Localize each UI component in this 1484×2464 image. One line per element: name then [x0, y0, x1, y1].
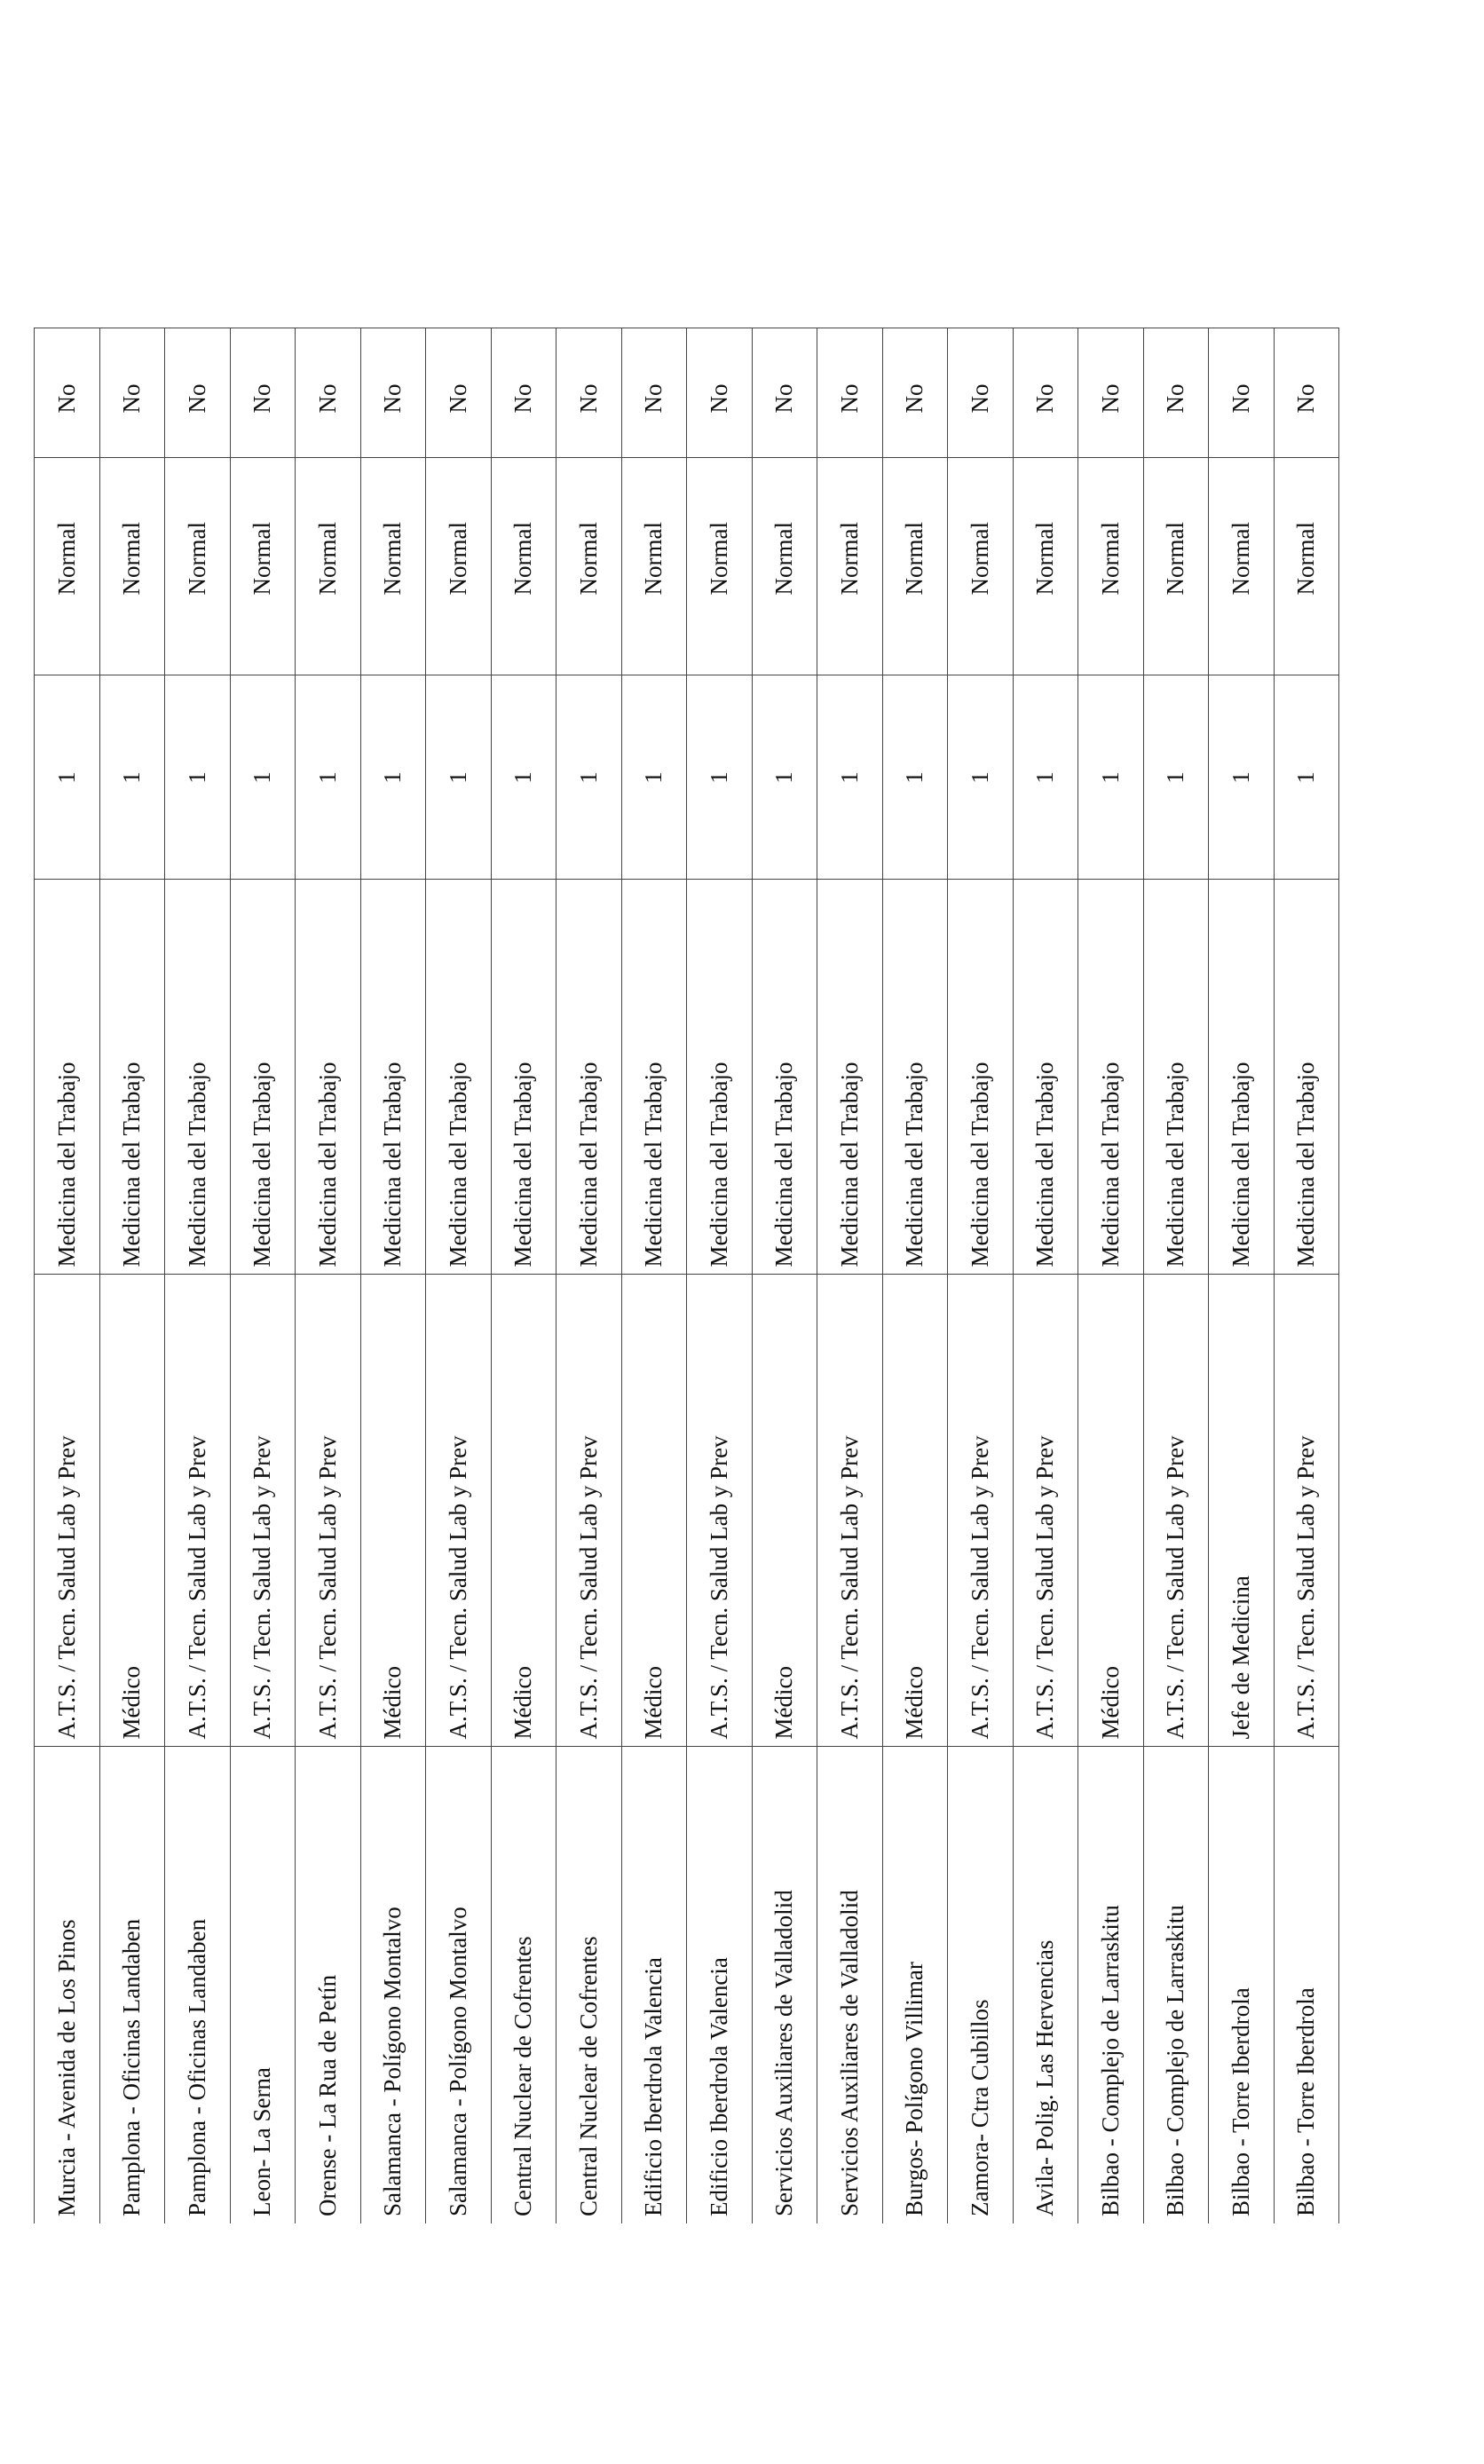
- department-cell: Medicina del Trabajo: [817, 880, 883, 1275]
- department-cell: Medicina del Trabajo: [360, 880, 426, 1275]
- flag-cell: No: [752, 328, 817, 458]
- department-cell: Medicina del Trabajo: [296, 880, 361, 1275]
- count-cell: 1: [426, 675, 492, 880]
- count-cell: 1: [882, 675, 948, 880]
- location-cell: Central Nuclear de Cofrentes: [556, 1747, 622, 2223]
- department-cell: Medicina del Trabajo: [491, 880, 556, 1275]
- location-cell: Zamora- Ctra Cubillos: [948, 1747, 1014, 2223]
- type-cell: Normal: [752, 458, 817, 675]
- table-row: [1078, 328, 1144, 2223]
- type-cell: Normal: [99, 458, 165, 675]
- department-cell: Medicina del Trabajo: [1013, 880, 1078, 1275]
- department-cell: Medicina del Trabajo: [99, 880, 165, 1275]
- department-cell: Medicina del Trabajo: [230, 880, 296, 1275]
- flag-cell: No: [882, 328, 948, 458]
- type-cell: Normal: [230, 458, 296, 675]
- count-cell: 1: [360, 675, 426, 880]
- flag-cell: No: [165, 328, 231, 458]
- position-cell: Médico: [360, 1275, 426, 1747]
- positions-table: [34, 328, 1339, 2224]
- table-row: [426, 328, 492, 2223]
- table-row: [35, 328, 100, 2223]
- department-cell: Medicina del Trabajo: [1209, 880, 1275, 1275]
- type-cell: Normal: [948, 458, 1014, 675]
- location-cell: Pamplona - Oficinas Landaben: [99, 1747, 165, 2223]
- flag-cell: No: [1143, 328, 1209, 458]
- table-row: [296, 328, 361, 2223]
- position-cell: Médico: [882, 1275, 948, 1747]
- location-cell: Central Nuclear de Cofrentes: [491, 1747, 556, 2223]
- table-row: [882, 328, 948, 2223]
- count-cell: 1: [1013, 675, 1078, 880]
- location-cell: Orense - La Rua de Petín: [296, 1747, 361, 2223]
- department-cell: Medicina del Trabajo: [1078, 880, 1144, 1275]
- position-cell: Médico: [99, 1275, 165, 1747]
- count-cell: 1: [296, 675, 361, 880]
- count-cell: 1: [752, 675, 817, 880]
- position-cell: Médico: [491, 1275, 556, 1747]
- positions-table-body: [35, 328, 1339, 2223]
- position-cell: A.T.S. / Tecn. Salud Lab y Prev: [817, 1275, 883, 1747]
- location-cell: Murcia - Avenida de Los Pinos: [35, 1747, 100, 2223]
- position-cell: A.T.S. / Tecn. Salud Lab y Prev: [1274, 1275, 1339, 1747]
- location-cell: Servicios Auxiliares de Valladolid: [817, 1747, 883, 2223]
- location-cell: Avila- Polig. Las Hervencias: [1013, 1747, 1078, 2223]
- type-cell: Normal: [360, 458, 426, 675]
- flag-cell: No: [1013, 328, 1078, 458]
- location-cell: Edificio Iberdrola Valencia: [621, 1747, 687, 2223]
- location-cell: Servicios Auxiliares de Valladolid: [752, 1747, 817, 2223]
- flag-cell: No: [426, 328, 492, 458]
- position-cell: A.T.S. / Tecn. Salud Lab y Prev: [1013, 1275, 1078, 1747]
- type-cell: Normal: [165, 458, 231, 675]
- table-row: [948, 328, 1014, 2223]
- department-cell: Medicina del Trabajo: [752, 880, 817, 1275]
- table-row: [817, 328, 883, 2223]
- flag-cell: No: [1274, 328, 1339, 458]
- department-cell: Medicina del Trabajo: [687, 880, 753, 1275]
- count-cell: 1: [1078, 675, 1144, 880]
- position-cell: A.T.S. / Tecn. Salud Lab y Prev: [35, 1275, 100, 1747]
- location-cell: Salamanca - Polígono Montalvo: [360, 1747, 426, 2223]
- flag-cell: No: [35, 328, 100, 458]
- type-cell: Normal: [817, 458, 883, 675]
- flag-cell: No: [621, 328, 687, 458]
- count-cell: 1: [687, 675, 753, 880]
- department-cell: Medicina del Trabajo: [1274, 880, 1339, 1275]
- flag-cell: No: [817, 328, 883, 458]
- department-cell: Medicina del Trabajo: [948, 880, 1014, 1275]
- type-cell: Normal: [556, 458, 622, 675]
- rotated-table-wrapper: [34, 328, 1339, 2223]
- type-cell: Normal: [426, 458, 492, 675]
- flag-cell: No: [99, 328, 165, 458]
- table-row: [1274, 328, 1339, 2223]
- type-cell: Normal: [35, 458, 100, 675]
- count-cell: 1: [556, 675, 622, 880]
- count-cell: 1: [230, 675, 296, 880]
- location-cell: Bilbao - Torre Iberdrola: [1209, 1747, 1275, 2223]
- table-row: [360, 328, 426, 2223]
- table-row: [230, 328, 296, 2223]
- table-row: [556, 328, 622, 2223]
- count-cell: 1: [621, 675, 687, 880]
- department-cell: Medicina del Trabajo: [35, 880, 100, 1275]
- flag-cell: No: [296, 328, 361, 458]
- position-cell: Médico: [1078, 1275, 1144, 1747]
- location-cell: Leon- La Serna: [230, 1747, 296, 2223]
- flag-cell: No: [687, 328, 753, 458]
- department-cell: Medicina del Trabajo: [882, 880, 948, 1275]
- department-cell: Medicina del Trabajo: [165, 880, 231, 1275]
- type-cell: Normal: [491, 458, 556, 675]
- table-row: [99, 328, 165, 2223]
- position-cell: A.T.S. / Tecn. Salud Lab y Prev: [165, 1275, 231, 1747]
- type-cell: Normal: [1209, 458, 1275, 675]
- table-row: [1209, 328, 1275, 2223]
- position-cell: A.T.S. / Tecn. Salud Lab y Prev: [426, 1275, 492, 1747]
- count-cell: 1: [817, 675, 883, 880]
- type-cell: Normal: [882, 458, 948, 675]
- department-cell: Medicina del Trabajo: [426, 880, 492, 1275]
- department-cell: Medicina del Trabajo: [621, 880, 687, 1275]
- position-cell: Médico: [752, 1275, 817, 1747]
- table-row: [165, 328, 231, 2223]
- position-cell: A.T.S. / Tecn. Salud Lab y Prev: [296, 1275, 361, 1747]
- count-cell: 1: [948, 675, 1014, 880]
- position-cell: A.T.S. / Tecn. Salud Lab y Prev: [230, 1275, 296, 1747]
- type-cell: Normal: [1078, 458, 1144, 675]
- count-cell: 1: [1209, 675, 1275, 880]
- type-cell: Normal: [621, 458, 687, 675]
- position-cell: A.T.S. / Tecn. Salud Lab y Prev: [687, 1275, 753, 1747]
- count-cell: 1: [99, 675, 165, 880]
- location-cell: Bilbao - Complejo de Larraskitu: [1078, 1747, 1144, 2223]
- count-cell: 1: [165, 675, 231, 880]
- type-cell: Normal: [1274, 458, 1339, 675]
- flag-cell: No: [1209, 328, 1275, 458]
- count-cell: 1: [1143, 675, 1209, 880]
- position-cell: Jefe de Medicina: [1209, 1275, 1275, 1747]
- location-cell: Bilbao - Complejo de Larraskitu: [1143, 1747, 1209, 2223]
- location-cell: Burgos- Polígono Villimar: [882, 1747, 948, 2223]
- flag-cell: No: [230, 328, 296, 458]
- location-cell: Salamanca - Polígono Montalvo: [426, 1747, 492, 2223]
- flag-cell: No: [1078, 328, 1144, 458]
- flag-cell: No: [360, 328, 426, 458]
- table-row: [687, 328, 753, 2223]
- flag-cell: No: [556, 328, 622, 458]
- location-cell: Edificio Iberdrola Valencia: [687, 1747, 753, 2223]
- flag-cell: No: [491, 328, 556, 458]
- department-cell: Medicina del Trabajo: [1143, 880, 1209, 1275]
- type-cell: Normal: [1013, 458, 1078, 675]
- position-cell: A.T.S. / Tecn. Salud Lab y Prev: [556, 1275, 622, 1747]
- count-cell: 1: [491, 675, 556, 880]
- count-cell: 1: [1274, 675, 1339, 880]
- type-cell: Normal: [296, 458, 361, 675]
- location-cell: Pamplona - Oficinas Landaben: [165, 1747, 231, 2223]
- table-row: [752, 328, 817, 2223]
- location-cell: Bilbao - Torre Iberdrola: [1274, 1747, 1339, 2223]
- position-cell: Médico: [621, 1275, 687, 1747]
- table-row: [1013, 328, 1078, 2223]
- table-row: [1143, 328, 1209, 2223]
- department-cell: Medicina del Trabajo: [556, 880, 622, 1275]
- count-cell: 1: [35, 675, 100, 880]
- position-cell: A.T.S. / Tecn. Salud Lab y Prev: [1143, 1275, 1209, 1747]
- type-cell: Normal: [687, 458, 753, 675]
- table-row: [491, 328, 556, 2223]
- type-cell: Normal: [1143, 458, 1209, 675]
- position-cell: A.T.S. / Tecn. Salud Lab y Prev: [948, 1275, 1014, 1747]
- flag-cell: No: [948, 328, 1014, 458]
- table-row: [621, 328, 687, 2223]
